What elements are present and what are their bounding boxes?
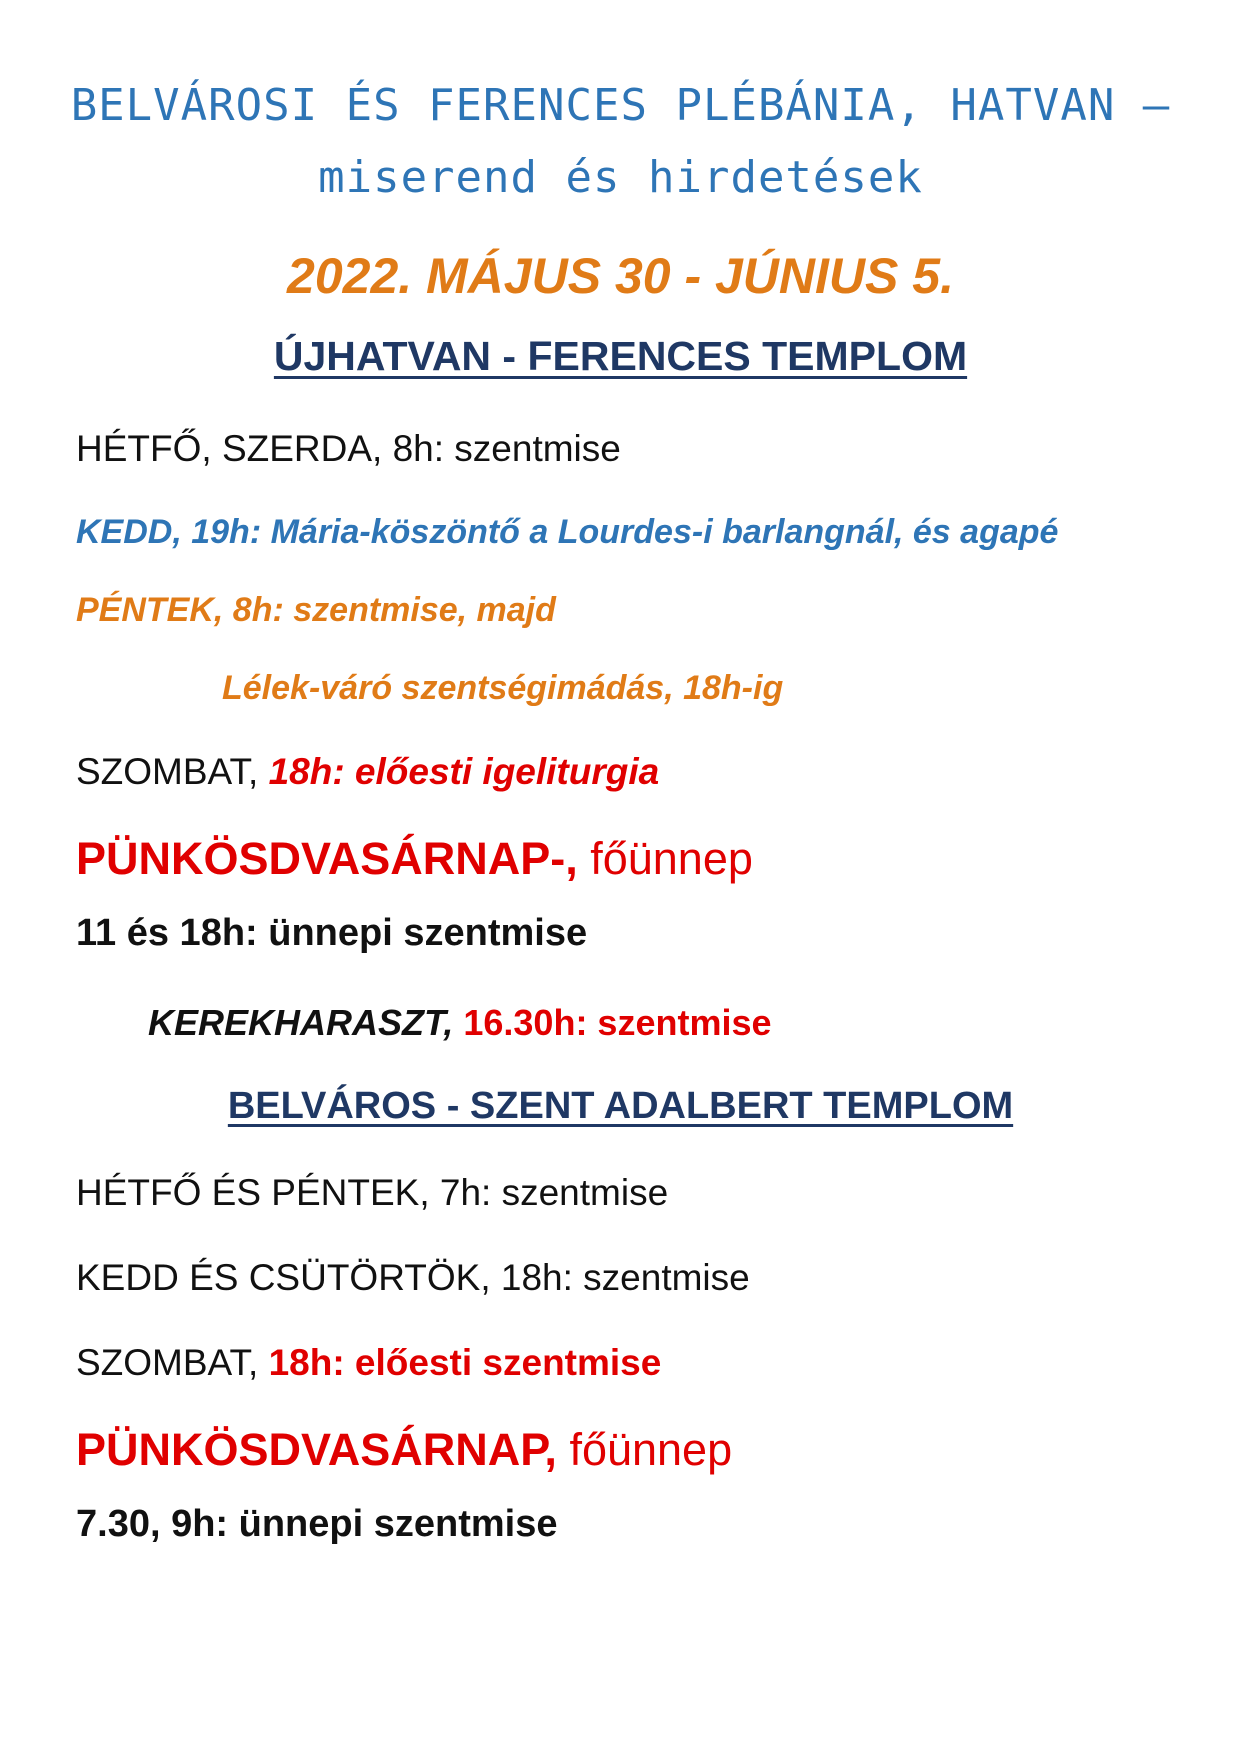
schedule-monday-friday: HÉTFŐ ÉS PÉNTEK, 7h: szentmise	[76, 1172, 669, 1213]
saturday-event: 18h: előesti szentmise	[268, 1342, 662, 1383]
schedule-friday: PÉNTEK, 8h: szentmise, majd	[76, 591, 556, 629]
saturday-day: SZOMBAT,	[76, 1342, 259, 1383]
saturday-day: SZOMBAT,	[76, 751, 259, 792]
schedule-tuesday-thursday: KEDD ÉS CSÜTÖRTÖK, 18h: szentmise	[76, 1257, 750, 1298]
section-heading-text: BELVÁROS - SZENT ADALBERT TEMPLOM	[227, 1085, 1014, 1127]
section-heading-text: ÚJHATVAN - FERENCES TEMPLOM	[273, 333, 968, 379]
document-title: BELVÁROSI ÉS FERENCES PLÉBÁNIA, HATVAN –	[70, 80, 1171, 131]
section-heading-belvaros	[0, 1085, 1241, 1128]
kerekharaszt-place: KEREKHARASZT,	[148, 1002, 454, 1043]
schedule-kerekharaszt	[148, 1002, 772, 1044]
sunday-name: PÜNKÖSDVASÁRNAP,	[76, 1424, 557, 1475]
saturday-event: 18h: előesti igeliturgia	[268, 751, 660, 792]
date-range: 2022. MÁJUS 30 - JÚNIUS 5.	[287, 248, 954, 304]
schedule-sunday	[76, 833, 753, 885]
schedule-saturday-belvaros	[76, 1342, 661, 1384]
schedule-monday-wednesday: HÉTFŐ, SZERDA, 8h: szentmise	[76, 428, 621, 469]
schedule-tuesday: KEDD, 19h: Mária-köszöntő a Lourdes-i barlangnál, és agapé	[76, 513, 1059, 551]
section-heading-ujhatvan	[0, 333, 1241, 380]
schedule-sunday-mass-belvaros: 7.30, 9h: ünnepi szentmise	[76, 1503, 558, 1545]
document-subtitle: miserend és hirdetések	[318, 152, 923, 203]
schedule-sunday-mass: 11 és 18h: ünnepi szentmise	[76, 912, 588, 954]
kerekharaszt-mass: 16.30h: szentmise	[463, 1002, 772, 1043]
sunday-feast: főünnep	[590, 833, 753, 884]
sunday-name: PÜNKÖSDVASÁRNAP-,	[76, 833, 578, 884]
schedule-saturday	[76, 751, 659, 793]
sunday-feast: főünnep	[569, 1424, 733, 1475]
schedule-sunday-belvaros	[76, 1424, 732, 1476]
schedule-friday-adoration: Lélek-váró szentségimádás, 18h-ig	[222, 669, 784, 707]
